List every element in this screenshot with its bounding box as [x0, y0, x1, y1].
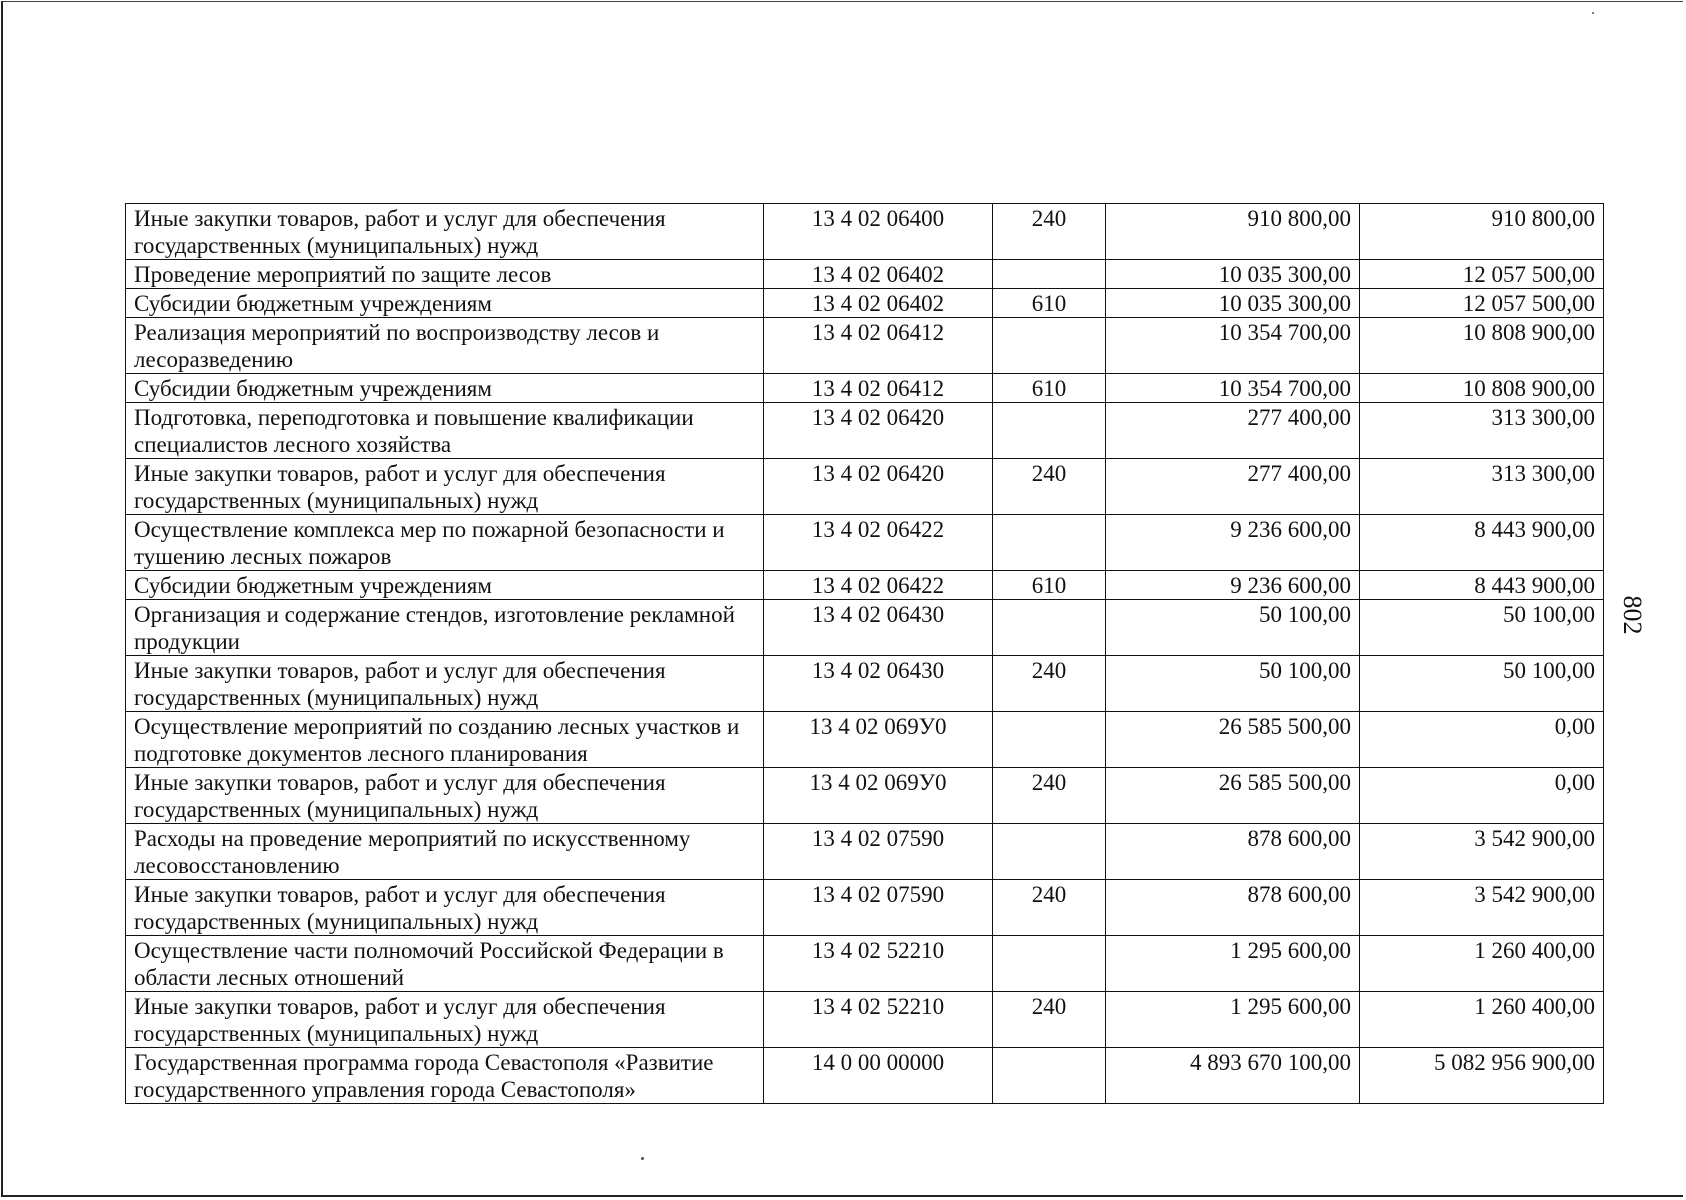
row-expense-type: 610 [993, 374, 1106, 403]
row-expense-type [993, 824, 1106, 880]
row-code: 14 0 00 00000 [764, 1048, 993, 1104]
row-sum-2: 8 443 900,00 [1360, 515, 1604, 571]
table-row [126, 656, 1604, 712]
row-sum-1: 9 236 600,00 [1106, 515, 1360, 571]
row-code: 13 4 02 07590 [764, 824, 993, 880]
row-expense-type [993, 260, 1106, 289]
row-code: 13 4 02 069У0 [764, 712, 993, 768]
row-sum-2: 313 300,00 [1360, 403, 1604, 459]
row-sum-2: 10 808 900,00 [1360, 374, 1604, 403]
row-name: Государственная программа города Севастополя «Развитие государственного управления города Севастополя» [126, 1048, 764, 1104]
row-code: 13 4 02 06412 [764, 374, 993, 403]
row-name: Иные закупки товаров, работ и услуг для обеспечения государственных (муниципальных) нужд [126, 992, 764, 1048]
row-sum-2: 5 082 956 900,00 [1360, 1048, 1604, 1104]
row-code: 13 4 02 06412 [764, 318, 993, 374]
table-row [126, 515, 1604, 571]
row-sum-1: 26 585 500,00 [1106, 712, 1360, 768]
table-row [126, 880, 1604, 936]
row-sum-2: 3 542 900,00 [1360, 880, 1604, 936]
row-name: Осуществление части полномочий Российской Федерации в области лесных отношений [126, 936, 764, 992]
row-code: 13 4 02 06420 [764, 403, 993, 459]
row-sum-1: 9 236 600,00 [1106, 571, 1360, 600]
row-name: Реализация мероприятий по воспроизводству лесов и лесоразведению [126, 318, 764, 374]
table-row [126, 992, 1604, 1048]
row-name: Субсидии бюджетным учреждениям [126, 571, 764, 600]
row-name: Иные закупки товаров, работ и услуг для обеспечения государственных (муниципальных) нужд [126, 204, 764, 260]
row-sum-2: 12 057 500,00 [1360, 289, 1604, 318]
row-expense-type [993, 712, 1106, 768]
row-expense-type: 240 [993, 992, 1106, 1048]
table-row [126, 1048, 1604, 1104]
row-code: 13 4 02 06420 [764, 459, 993, 515]
table-row [126, 712, 1604, 768]
row-name: Проведение мероприятий по защите лесов [126, 260, 764, 289]
row-sum-1: 1 295 600,00 [1106, 936, 1360, 992]
row-sum-1: 277 400,00 [1106, 403, 1360, 459]
row-expense-type [993, 515, 1106, 571]
table-row [126, 600, 1604, 656]
row-code: 13 4 02 06402 [764, 289, 993, 318]
row-sum-2: 910 800,00 [1360, 204, 1604, 260]
table-row [126, 374, 1604, 403]
table-row [126, 260, 1604, 289]
row-sum-1: 277 400,00 [1106, 459, 1360, 515]
table-row [126, 289, 1604, 318]
row-name: Иные закупки товаров, работ и услуг для обеспечения государственных (муниципальных) нужд [126, 656, 764, 712]
row-sum-2: 0,00 [1360, 768, 1604, 824]
table-row [126, 318, 1604, 374]
row-expense-type: 240 [993, 204, 1106, 260]
row-code: 13 4 02 06430 [764, 656, 993, 712]
row-sum-1: 878 600,00 [1106, 824, 1360, 880]
row-name: Иные закупки товаров, работ и услуг для обеспечения государственных (муниципальных) нужд [126, 880, 764, 936]
row-sum-2: 313 300,00 [1360, 459, 1604, 515]
row-code: 13 4 02 06400 [764, 204, 993, 260]
row-code: 13 4 02 06422 [764, 515, 993, 571]
table-row [126, 768, 1604, 824]
row-expense-type [993, 600, 1106, 656]
row-expense-type [993, 936, 1106, 992]
scan-speck [641, 1157, 644, 1160]
row-code: 13 4 02 06422 [764, 571, 993, 600]
row-sum-1: 10 035 300,00 [1106, 289, 1360, 318]
row-sum-2: 1 260 400,00 [1360, 992, 1604, 1048]
row-name: Субсидии бюджетным учреждениям [126, 374, 764, 403]
row-expense-type: 240 [993, 656, 1106, 712]
row-sum-1: 10 354 700,00 [1106, 374, 1360, 403]
row-name: Субсидии бюджетным учреждениям [126, 289, 764, 318]
row-name: Организация и содержание стендов, изготовление рекламной продукции [126, 600, 764, 656]
row-sum-1: 4 893 670 100,00 [1106, 1048, 1360, 1104]
budget-table [125, 203, 1604, 1104]
row-sum-2: 0,00 [1360, 712, 1604, 768]
row-expense-type: 240 [993, 768, 1106, 824]
scan-speck [1592, 12, 1594, 14]
row-sum-2: 10 808 900,00 [1360, 318, 1604, 374]
row-sum-2: 12 057 500,00 [1360, 260, 1604, 289]
row-sum-1: 1 295 600,00 [1106, 992, 1360, 1048]
row-expense-type: 610 [993, 289, 1106, 318]
row-name: Подготовка, переподготовка и повышение квалификации специалистов лесного хозяйства [126, 403, 764, 459]
table-row [126, 403, 1604, 459]
row-sum-2: 8 443 900,00 [1360, 571, 1604, 600]
row-code: 13 4 02 52210 [764, 936, 993, 992]
table-row [126, 459, 1604, 515]
row-name: Осуществление мероприятий по созданию лесных участков и подготовке документов лесного планирования [126, 712, 764, 768]
row-sum-2: 3 542 900,00 [1360, 824, 1604, 880]
row-name: Расходы на проведение мероприятий по искусственному лесовосстановлению [126, 824, 764, 880]
row-sum-1: 878 600,00 [1106, 880, 1360, 936]
row-sum-1: 50 100,00 [1106, 656, 1360, 712]
page-number: 802 [1618, 595, 1647, 635]
row-code: 13 4 02 069У0 [764, 768, 993, 824]
row-sum-2: 50 100,00 [1360, 600, 1604, 656]
table-row [126, 936, 1604, 992]
row-expense-type: 610 [993, 571, 1106, 600]
row-code: 13 4 02 07590 [764, 880, 993, 936]
row-code: 13 4 02 06430 [764, 600, 993, 656]
row-expense-type [993, 1048, 1106, 1104]
row-name: Осуществление комплекса мер по пожарной безопасности и тушению лесных пожаров [126, 515, 764, 571]
row-name: Иные закупки товаров, работ и услуг для обеспечения государственных (муниципальных) нужд [126, 459, 764, 515]
row-sum-2: 1 260 400,00 [1360, 936, 1604, 992]
row-expense-type [993, 318, 1106, 374]
row-sum-1: 10 035 300,00 [1106, 260, 1360, 289]
table-row [126, 571, 1604, 600]
table-row [126, 824, 1604, 880]
row-sum-1: 26 585 500,00 [1106, 768, 1360, 824]
row-name: Иные закупки товаров, работ и услуг для обеспечения государственных (муниципальных) нужд [126, 768, 764, 824]
row-sum-2: 50 100,00 [1360, 656, 1604, 712]
row-sum-1: 910 800,00 [1106, 204, 1360, 260]
row-expense-type [993, 403, 1106, 459]
row-code: 13 4 02 52210 [764, 992, 993, 1048]
table-row [126, 204, 1604, 260]
row-expense-type: 240 [993, 459, 1106, 515]
row-code: 13 4 02 06402 [764, 260, 993, 289]
row-sum-1: 10 354 700,00 [1106, 318, 1360, 374]
row-expense-type: 240 [993, 880, 1106, 936]
row-sum-1: 50 100,00 [1106, 600, 1360, 656]
